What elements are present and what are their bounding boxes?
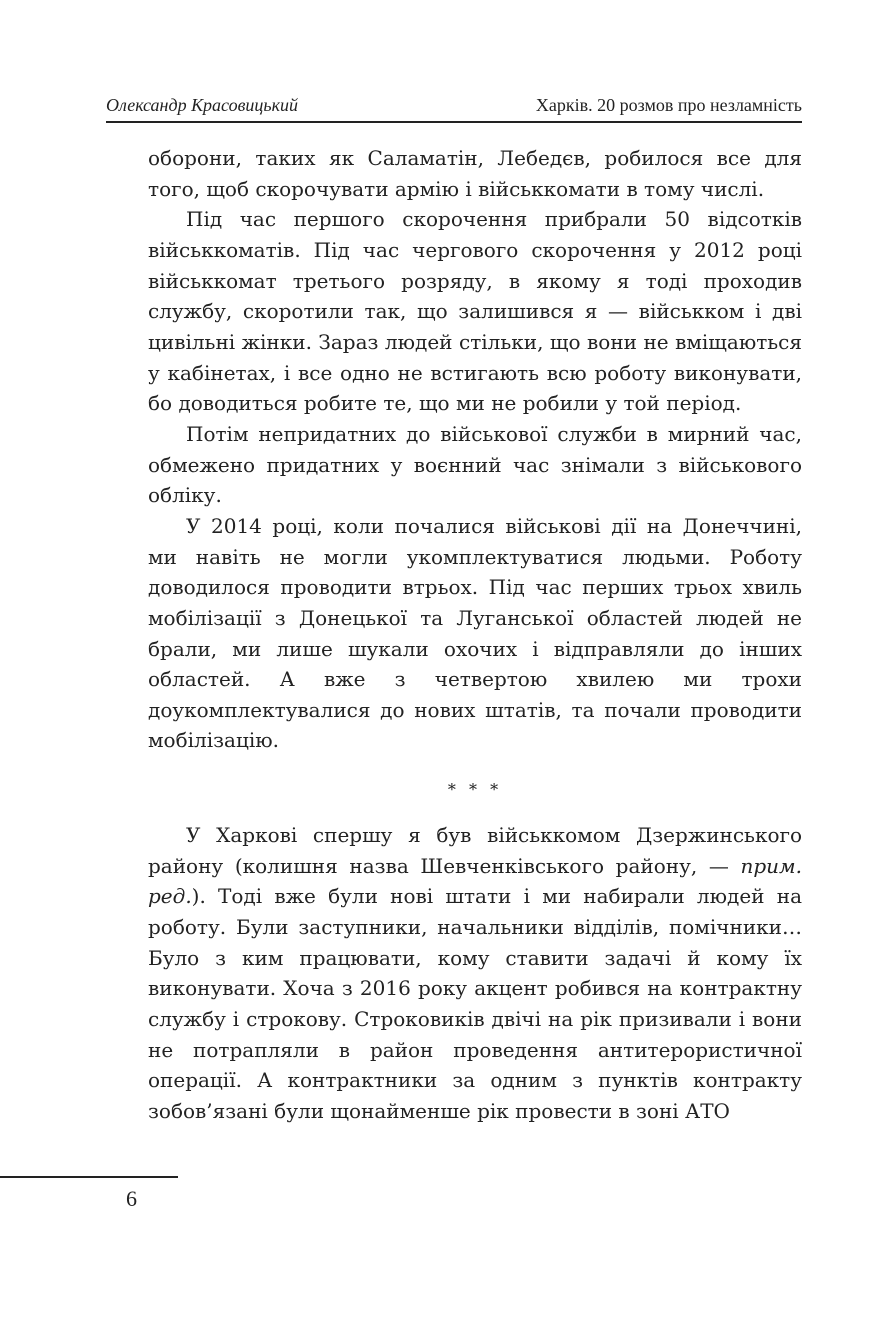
paragraph: Під час першого скорочення прибрали 50 відсотків військкоматів. Під час чергового скорочення у 2012 році військкомат третього розряду, в якому я тоді проходив службу, скоротили так, що залишився я — військком і дві цивільні жінки. Зараз людей стільки, що вони не вміщаються у кабінетах, і все одно не встигають всю роботу виконувати, бо доводиться робите те, що ми не робили у той період.	[148, 207, 802, 416]
running-header-title: Харків. 20 розмов про незламність	[535, 95, 802, 115]
paragraph: Потім непридатних до військової служби в мирний час, обмежено придатних у воєнний час знімали з військового обліку.	[148, 421, 802, 508]
section-divider: * * *	[447, 780, 503, 800]
editor-note: прим. ред.	[148, 853, 802, 909]
paragraph-text: ). Тоді вже були нові штати і ми набирали людей на роботу. Були заступники, начальники відділів, помічники… Було з ким працювати, кому ставити задачі й кому їх виконувати. Хоча з 2016 року акцент робився на контрактну службу і строкову. Строковиків двічі на рік призивали і вони не потрапляли в район проведення антитерористичної операції. А контрактники за одним з пунктів контракту зобов’язані були щонайменше рік провести в зоні АТО	[148, 884, 802, 1124]
paragraph-text: У Харкові спершу я був військкомом Дзержинського району (колишня назва Шевченківського району, —	[148, 823, 802, 878]
footer-rule	[0, 1176, 178, 1178]
paragraph	[148, 820, 802, 1127]
paragraph: оборони, таких як Саламатін, Лебедєв, робилося все для того, щоб скорочувати армію і військкомати в тому числі.	[148, 146, 802, 201]
running-header-author: Олександр Красовицький	[106, 95, 298, 115]
paragraph: У 2014 році, коли почалися військові дії на Донеччині, ми навіть не могли укомплектуватися людьми. Роботу доводилося проводити втрьох. Під час перших трьох хвиль мобілізації з Донецької та Луганської областей людей не брали, ми лише шукали охочих і відправляли до інших областей. А вже з четвертою хвилею ми трохи доукомплектувалися до нових штатів, та почали проводити мобілізацію.	[148, 513, 802, 753]
header-rule	[106, 121, 802, 123]
page-number: 6	[126, 1186, 137, 1211]
body-text	[148, 143, 802, 1127]
